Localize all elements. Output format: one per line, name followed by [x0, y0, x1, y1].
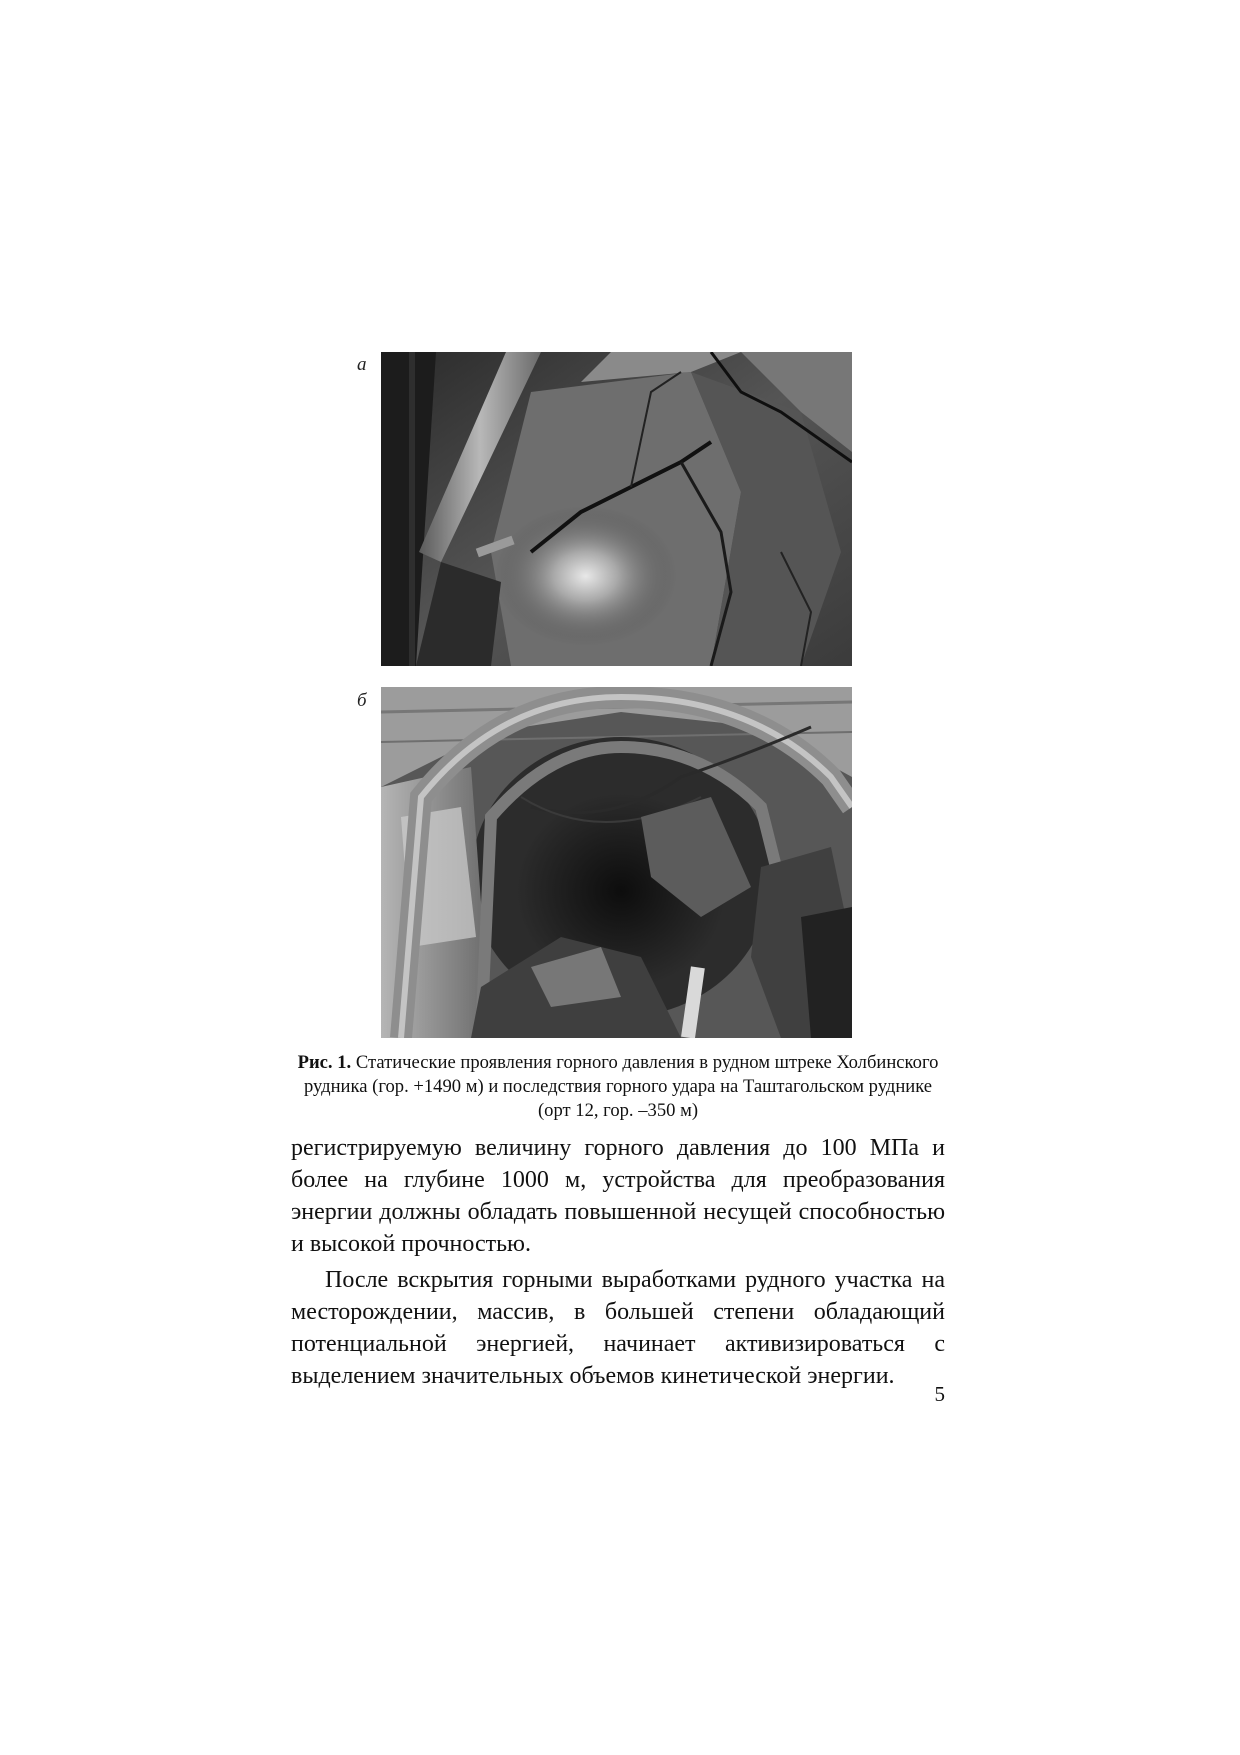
panel-a-label: а — [357, 354, 367, 375]
photo-a-illustration — [381, 352, 852, 666]
figure-caption — [290, 1051, 946, 1123]
photo-a-rock-pressure — [381, 352, 852, 666]
page-number: 5 — [934, 1382, 945, 1406]
figure-caption-text: Статические проявления горного давления в рудном штреке Холбинского рудника (гор. +1490 м) и последствия горного удара на Таштагольском руднике (орт 12, гор. –350 м) — [303, 1052, 939, 1121]
photo-b-illustration — [381, 687, 852, 1038]
body-paragraph-1: регистрируемую величину горного давления до 100 МПа и более на глубине 1000 м, устройства для преобразования энергии должны обладать повышенной несущей способностью и высокой прочностью. — [291, 1135, 945, 1257]
photo-b-rock-burst — [381, 687, 852, 1038]
figure-caption-label: Рис. 1. — [297, 1052, 352, 1073]
panel-b-label: б — [357, 690, 367, 711]
body-paragraph-2: После вскрытия горными выработками рудного участка на месторождении, массив, в большей степени обладающий потенциальной энергией, начинает активизироваться с выделением значительных объемов кинетической энергии. — [291, 1267, 945, 1389]
